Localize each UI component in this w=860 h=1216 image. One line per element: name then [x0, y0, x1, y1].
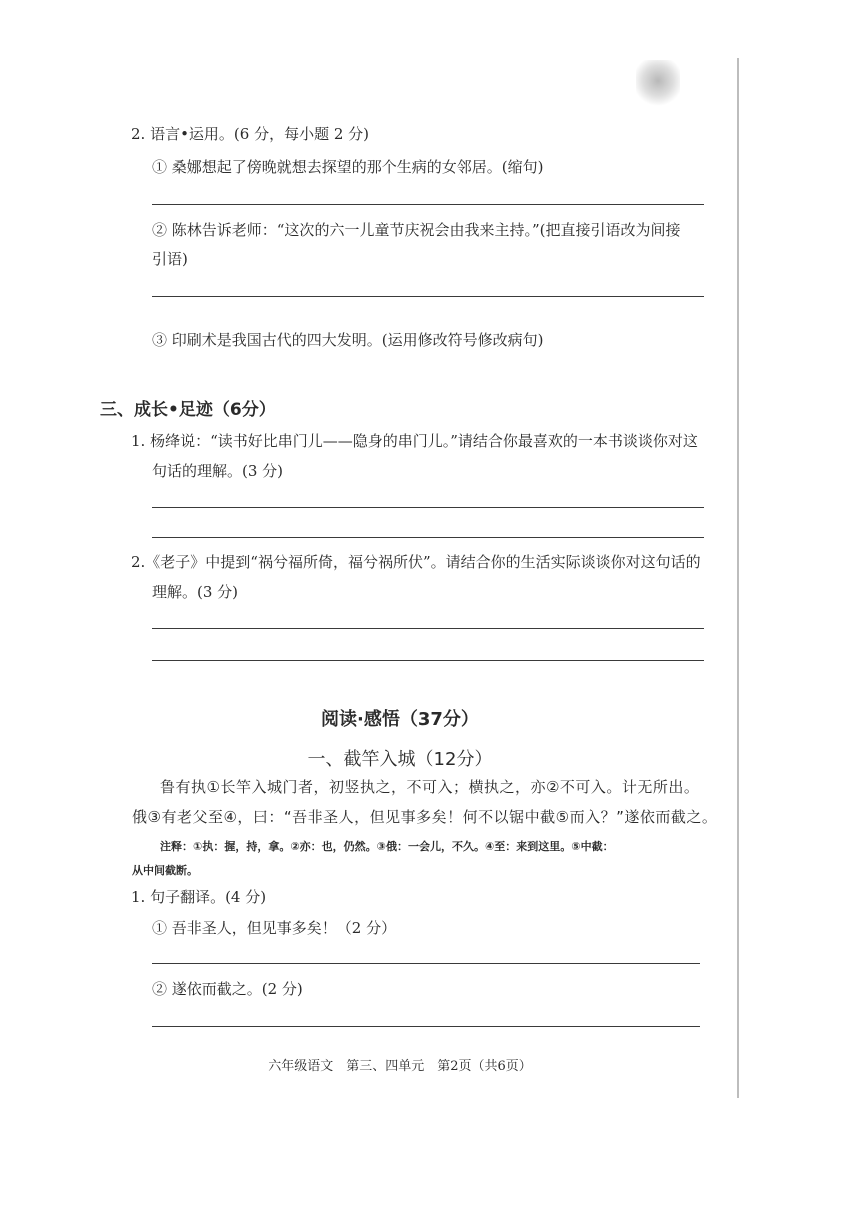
answer-line: [152, 204, 704, 205]
reading-subtitle: 一、截竿入城（12分）: [307, 749, 493, 770]
reading-q1-item2: ② 遂依而截之。(2 分): [152, 980, 303, 998]
scan-smudge: [636, 60, 680, 106]
page-footer: 六年级语文 第三、四单元 第2页（共6页）: [268, 1059, 532, 1074]
reading-q1-header: 1. 句子翻译。(4 分): [131, 888, 267, 906]
q2-header: 2. 语言•运用。(6 分，每小题 2 分): [131, 125, 370, 143]
answer-line: [152, 296, 704, 297]
classical-text-line2: 俄③有老父至④，曰：“吾非圣人，但见事多矣！何不以锯中截⑤而入？”遂依而截之。: [132, 808, 718, 826]
section3-q1-line2: 句话的理解。(3 分): [152, 462, 284, 480]
page-edge-rule: [737, 58, 739, 1098]
q2-item2-line1: ② 陈林告诉老师：“这次的六一儿童节庆祝会由我来主持。”(把直接引语改为间接: [152, 221, 681, 239]
reading-title: 阅读·感悟（37分）: [321, 709, 479, 730]
reading-q1-item1: ① 吾非圣人，但见事多矣！（2 分）: [152, 919, 397, 937]
section3-q2-line2: 理解。(3 分): [152, 583, 239, 601]
annotation-line1: 注释：①执：握，持，拿。②亦：也，仍然。③俄：一会儿，不久。④至：来到这里。⑤中截：: [160, 840, 614, 853]
section3-q2-line1: 2.《老子》中提到“祸兮福所倚，福兮祸所伏”。请结合你的生活实际谈谈你对这句话的: [131, 553, 701, 571]
answer-line: [152, 537, 704, 538]
q2-item3: ③ 印刷术是我国古代的四大发明。(运用修改符号修改病句): [152, 331, 544, 349]
q2-item1: ① 桑娜想起了傍晚就想去探望的那个生病的女邻居。(缩句): [152, 158, 544, 176]
classical-text-line1: 鲁有执①长竿入城门者，初竖执之，不可入；横执之，亦②不可入。计无所出。: [160, 778, 700, 796]
section3-title: 三、成长•足迹（6分）: [100, 400, 276, 420]
answer-line: [152, 628, 704, 629]
annotation-line2: 从中间截断。: [132, 864, 198, 877]
section3-q1-line1: 1. 杨绛说：“读书好比串门儿——隐身的串门儿。”请结合你最喜欢的一本书谈谈你对这: [131, 432, 698, 450]
answer-line: [152, 507, 704, 508]
answer-line: [152, 1026, 700, 1027]
answer-line: [152, 963, 700, 964]
q2-item2-line2: 引语): [152, 250, 188, 268]
answer-line: [152, 660, 704, 661]
